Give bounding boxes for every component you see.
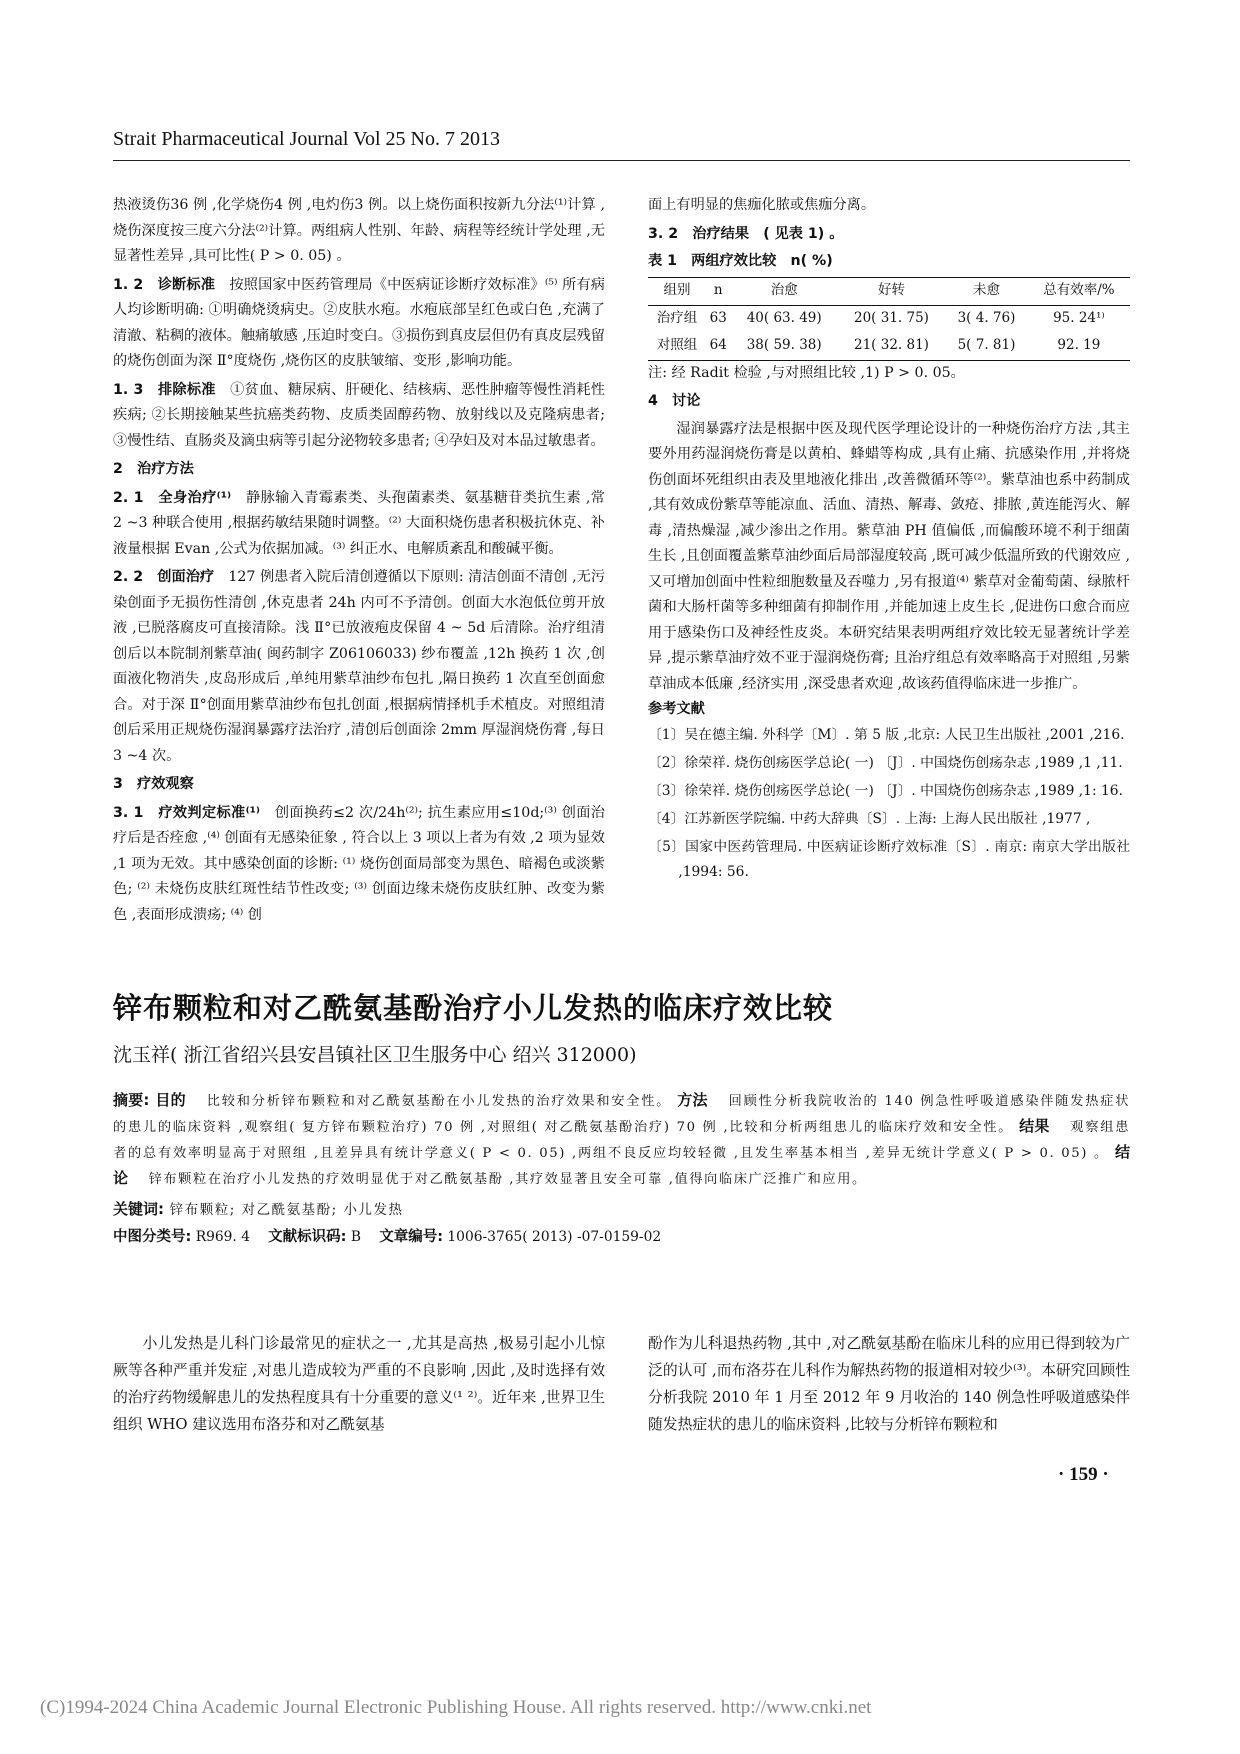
table-cell: 64	[709, 337, 727, 354]
journal-header: Strait Pharmaceutical Journal Vol 25 No. 7 2013	[113, 128, 500, 150]
reference-item: 〔5〕国家中医药管理局. 中医病证诊断疗效标准〔S〕. 南京: 南京大学出版社 ,1994: 56.	[648, 838, 1130, 880]
section-text: 按照国家中医药管理局《中医病证诊断疗效标准》⁽⁵⁾ 所有病人均诊断明确: ①明确烧烫病史。②皮肤水疱。水疱底部呈红色或白色 ,充满了清澈、粘稠的液体。触痛敏感 ,压迫时变白。③损伤到真皮层但仍有真皮层残留的烧伤创面为深 Ⅱ°度烧伤 ,烧伤区的皮肤皱缩、变形 ,影响功能。	[113, 276, 605, 369]
conclusion-label: 结论	[113, 1143, 1130, 1187]
table-header-row	[648, 277, 1130, 305]
body-left-column	[113, 1330, 605, 1438]
table-cell: 63	[709, 310, 727, 327]
aim-text: 比较和分析锌布颗粒和对乙酰氨基酚在小儿发热的治疗效果和安全性。	[206, 1094, 672, 1109]
section-heading: 2. 1 全身治疗⁽¹⁾	[113, 489, 232, 506]
reference-item: 〔3〕徐荣祥. 烧伤创疡医学总论( 一) 〔J〕. 中国烧伤创疡杂志 ,1989 ,1: 16.	[648, 782, 1123, 799]
section-3-2-heading: 3. 2 治疗结果 ( 见表 1) 。	[648, 225, 844, 242]
table-caption: 表 1 两组疗效比较 n( %)	[648, 253, 833, 269]
conclusion-text: 锌布颗粒在治疗小儿发热的疗效明显优于对乙酰氨基酚 ,其疗效显著且安全可靠 ,值得向临床广泛推广和应用。	[148, 1172, 867, 1187]
method-text: 回顾性分析我院收治的 140 例急性呼吸道感染伴随发热症状的患儿的临床资料 ,观察组( 复方锌布颗粒治疗) 70 例 ,对照组( 对乙酰氨基酚治疗) 70 例 ,比较和分析两组患儿的临床疗效和安全性。	[113, 1094, 1131, 1135]
section-heading: 2. 2 创面治疗	[113, 569, 215, 585]
section-2-1	[113, 486, 605, 563]
table-header-cell: 好转	[877, 282, 905, 299]
table-cell: 38( 59. 38)	[746, 337, 822, 354]
section-2-heading: 2 治疗方法	[113, 461, 194, 477]
doc-code-label: 文献标识码:	[268, 1229, 347, 1245]
keywords-text: 锌布颗粒; 对乙酰氨基酚; 小儿发热	[169, 1202, 404, 1218]
section-text: 127 例患者入院后清创遵循以下原则: 清洁创面不清创 ,无污染创面予无损伤性清创 ,休克患者 24h 内可不予清创。创面大水泡低位剪开放液 ,已脱落腐皮可直接清除。浅 Ⅱ°已放液疱皮保留 4 ~ 5d 后清除。治疗组清创后以本院制剂紫草油( 闽药制字 Z06106033) 纱布覆盖 ,12h 换药 1 次 ,创面液化物消失 ,皮岛形成后 ,单纯用紫草油纱布包扎 ,隔日换药 1 次直至创面愈合。对于深 Ⅱ°创面用紫草油纱布包扎创面 ,根据病情择机手术植皮。对照组清创后采用正规烧伤湿润暴露疗法治疗 ,清创后创面涂 2mm 厚湿润烧伤膏 ,每日 3 ~4 次。	[113, 569, 606, 764]
reference-item: 〔4〕江苏新医学院编. 中药大辞典〔S〕. 上海: 上海人民出版社 ,1977 ,	[648, 810, 1091, 827]
table-cell: 95. 24¹⁾	[1053, 310, 1105, 327]
section-heading: 1. 2 诊断标准	[113, 276, 216, 293]
header-rule	[113, 160, 1130, 161]
section-4-heading: 4 讨论	[648, 393, 701, 409]
page-number: · 159 ·	[1058, 1464, 1109, 1485]
doc-code-value: B	[350, 1229, 362, 1245]
results-table	[648, 277, 1130, 361]
section-2-2	[113, 565, 605, 769]
reference-list	[648, 723, 1130, 885]
table-header-cell: 治愈	[770, 282, 798, 299]
section-heading: 3. 1 疗效判定标准⁽¹⁾	[113, 804, 260, 821]
section-text: 静脉输入青霉素类、头孢菌素类、氨基糖苷类抗生素 ,常 2 ~3 种联合使用 ,根据药敏结果随时调整。⁽²⁾ 大面积烧伤患者积极抗休克、补液量根据 Evan ,公式为依据加减。⁽³⁾ 纠正水、电解质紊乱和酸碱平衡。	[113, 489, 605, 557]
table-cell: 对照组	[656, 337, 698, 354]
paragraph: 热液烫伤36 例 ,化学烧伤4 例 ,电灼伤3 例。以上烧伤面积按新九分法⁽¹⁾计算 ,烧伤深度按三度六分法⁽²⁾计算。两组病人性别、年龄、病程等经统计学处理 ,无显著性差异 ,具可比性( P > 0. 05) 。	[113, 197, 605, 264]
body-paragraph: 酚作为儿科退热药物 ,其中 ,对乙酰氨基酚在临床儿科的应用已得到较为广泛的认可 ,而布洛芬在儿科作为解热药物的报道相对较少⁽³⁾。本研究回顾性分析我院 2010 年 1 月至 2012 年 9 月收治的 140 例急性呼吸道感染伴随发热症状的患儿的临床资料 ,比较与分析锌布颗粒和	[648, 1335, 1130, 1433]
references-heading: 参考文献	[648, 701, 705, 717]
section-text: ①贫血、糖尿病、肝硬化、结核病、恶性肿瘤等慢性消耗性疾病; ②长期接触某些抗癌类药物、皮质类固醇药物、放射线以及克隆病患者; ③慢性结、直肠炎及滴虫病等引起分泌物较多患者; ④孕妇及对本品过敏患者。	[113, 381, 605, 449]
section-1-3	[113, 378, 605, 455]
section-heading: 1. 3 排除标准	[113, 381, 216, 398]
table-header-cell: 总有效率/%	[1043, 282, 1115, 299]
article-title: 锌布颗粒和对乙酰氨基酚治疗小儿发热的临床疗效比较	[113, 991, 834, 1025]
section-3-1	[113, 801, 605, 929]
table-row	[648, 333, 1130, 361]
keywords-label: 关键词:	[113, 1200, 164, 1218]
keywords	[113, 1198, 403, 1219]
article-author: 沈玉祥( 浙江省绍兴县安昌镇社区卫生服务中心 绍兴 312000)	[113, 1044, 637, 1066]
method-label: 方法	[677, 1091, 708, 1109]
table-cell: 40( 63. 49)	[746, 310, 822, 327]
table-cell: 3( 4. 76)	[957, 310, 1016, 327]
aim-label: 目的	[155, 1091, 186, 1109]
reference-item: 〔2〕徐荣祥. 烧伤创疡医学总论( 一) 〔J〕. 中国烧伤创疡杂志 ,1989 ,1 ,11.	[648, 754, 1123, 771]
article-number-value: 1006-3765( 2013) -07-0159-02	[447, 1229, 662, 1245]
classification-line	[113, 1225, 661, 1246]
cls-value: R969. 4	[195, 1229, 250, 1245]
section-3-heading: 3 疗效观察	[113, 776, 194, 792]
reference-item: 〔1〕吴在德主编. 外科学〔M〕. 第 5 版 ,北京: 人民卫生出版社 ,2001 ,216.	[648, 726, 1125, 743]
abstract-label: 摘要:	[113, 1091, 150, 1109]
table-cell: 20( 31. 75)	[854, 310, 929, 327]
table-header-cell: 组别	[663, 282, 691, 299]
table-header-cell: n	[713, 282, 723, 299]
result-text: 观察组患者的总有效率明显高于对照组 ,且差异具有统计学意义( P < 0. 05) ,两组不良反应均较轻微 ,且发生率基本相当 ,差异无统计学意义( P > 0. 05) 。	[113, 1120, 1130, 1161]
table-cell: 92. 19	[1057, 337, 1101, 354]
table-note: 注: 经 Radit 检验 ,与对照组比较 ,1) P > 0. 05。	[648, 364, 965, 381]
table-header-cell: 未愈	[972, 282, 1000, 299]
abstract	[113, 1088, 1130, 1192]
table-row	[648, 305, 1130, 333]
discussion-text: 湿润暴露疗法是根据中医及现代医学理论设计的一种烧伤治疗方法 ,其主要外用药湿润烧伤膏是以黄柏、蜂蜡等构成 ,具有止痛、抗感染作用 ,并将烧伤创面坏死组织由表及里地液化排出 ,改善微循环等⁽²⁾。紫草油也系中药制成 ,其有效成份紫草等能凉血、活血、清热、解毒、敛疮、排脓 ,黄连能泻火、解毒 ,清热燥湿 ,减少渗出之作用。紫草油 PH 值偏低 ,而偏酸环境不利于细菌生长 ,且创面覆盖紫草油纱面后局部湿度较高 ,既可减少低温所致的代谢效应 ,又可增加创面中性粒细胞数量及吞噬力 ,另有报道⁽⁴⁾ 紫草对金葡萄菌、绿脓杆菌和大肠杆菌等多种细菌有抑制作用 ,并能加速上皮生长 ,促进伤口愈合而应用于感染伤口及神经性皮炎。本研究结果表明两组疗效比较无显著统计学差异 ,提示紫草油疗效不亚于湿润烧伤膏; 且治疗组总有效率略高于对照组 ,另紫草油成本低廉 ,经济实用 ,深受患者欢迎 ,故该药值得临床进一步推广。	[648, 420, 1130, 692]
section-1-2	[113, 273, 605, 375]
table-cell: 21( 32. 81)	[854, 337, 929, 354]
left-column	[113, 193, 605, 930]
section-text: 创面换药≤2 次/24h⁽²⁾; 抗生素应用≤10d;⁽³⁾ 创面治疗后是否痊愈 ,⁽⁴⁾ 创面有无感染征象 , 符合以上 3 项以上者为有效 ,2 项为显效 ,1 项为无效。其中感染创面的诊断: ⁽¹⁾ 烧伤创面局部变为黑色、暗褐色或淡紫色; ⁽²⁾ 未烧伤皮肤红斑性结节性改变; ⁽³⁾ 创面边缘未烧伤皮肤红肿、改变为紫色 ,表面形成溃疡; ⁽⁴⁾ 创	[113, 804, 605, 923]
paragraph: 面上有明显的焦痂化脓或焦痂分离。	[648, 197, 876, 213]
cls-label: 中图分类号:	[113, 1229, 192, 1245]
right-column	[648, 193, 1130, 888]
result-label: 结果	[1019, 1117, 1050, 1135]
table-cell: 治疗组	[656, 310, 698, 327]
body-right-column	[648, 1330, 1130, 1438]
article-number-label: 文章编号:	[379, 1229, 444, 1245]
table-cell: 5( 7. 81)	[957, 337, 1016, 354]
body-paragraph: 小儿发热是儿科门诊最常见的症状之一 ,尤其是高热 ,极易引起小儿惊厥等各种严重并发症 ,对患儿造成较为严重的不良影响 ,因此 ,及时选择有效的治疗药物缓解患儿的发热程度具有十分重要的意义⁽¹ ²⁾。近年来 ,世界卫生组织 WHO 建议选用布洛芬和对乙酰氨基	[113, 1335, 605, 1433]
copyright-footer: (C)1994-2024 China Academic Journal Electronic Publishing House. All rights reserved. http://www.cnki.net	[40, 1697, 872, 1718]
